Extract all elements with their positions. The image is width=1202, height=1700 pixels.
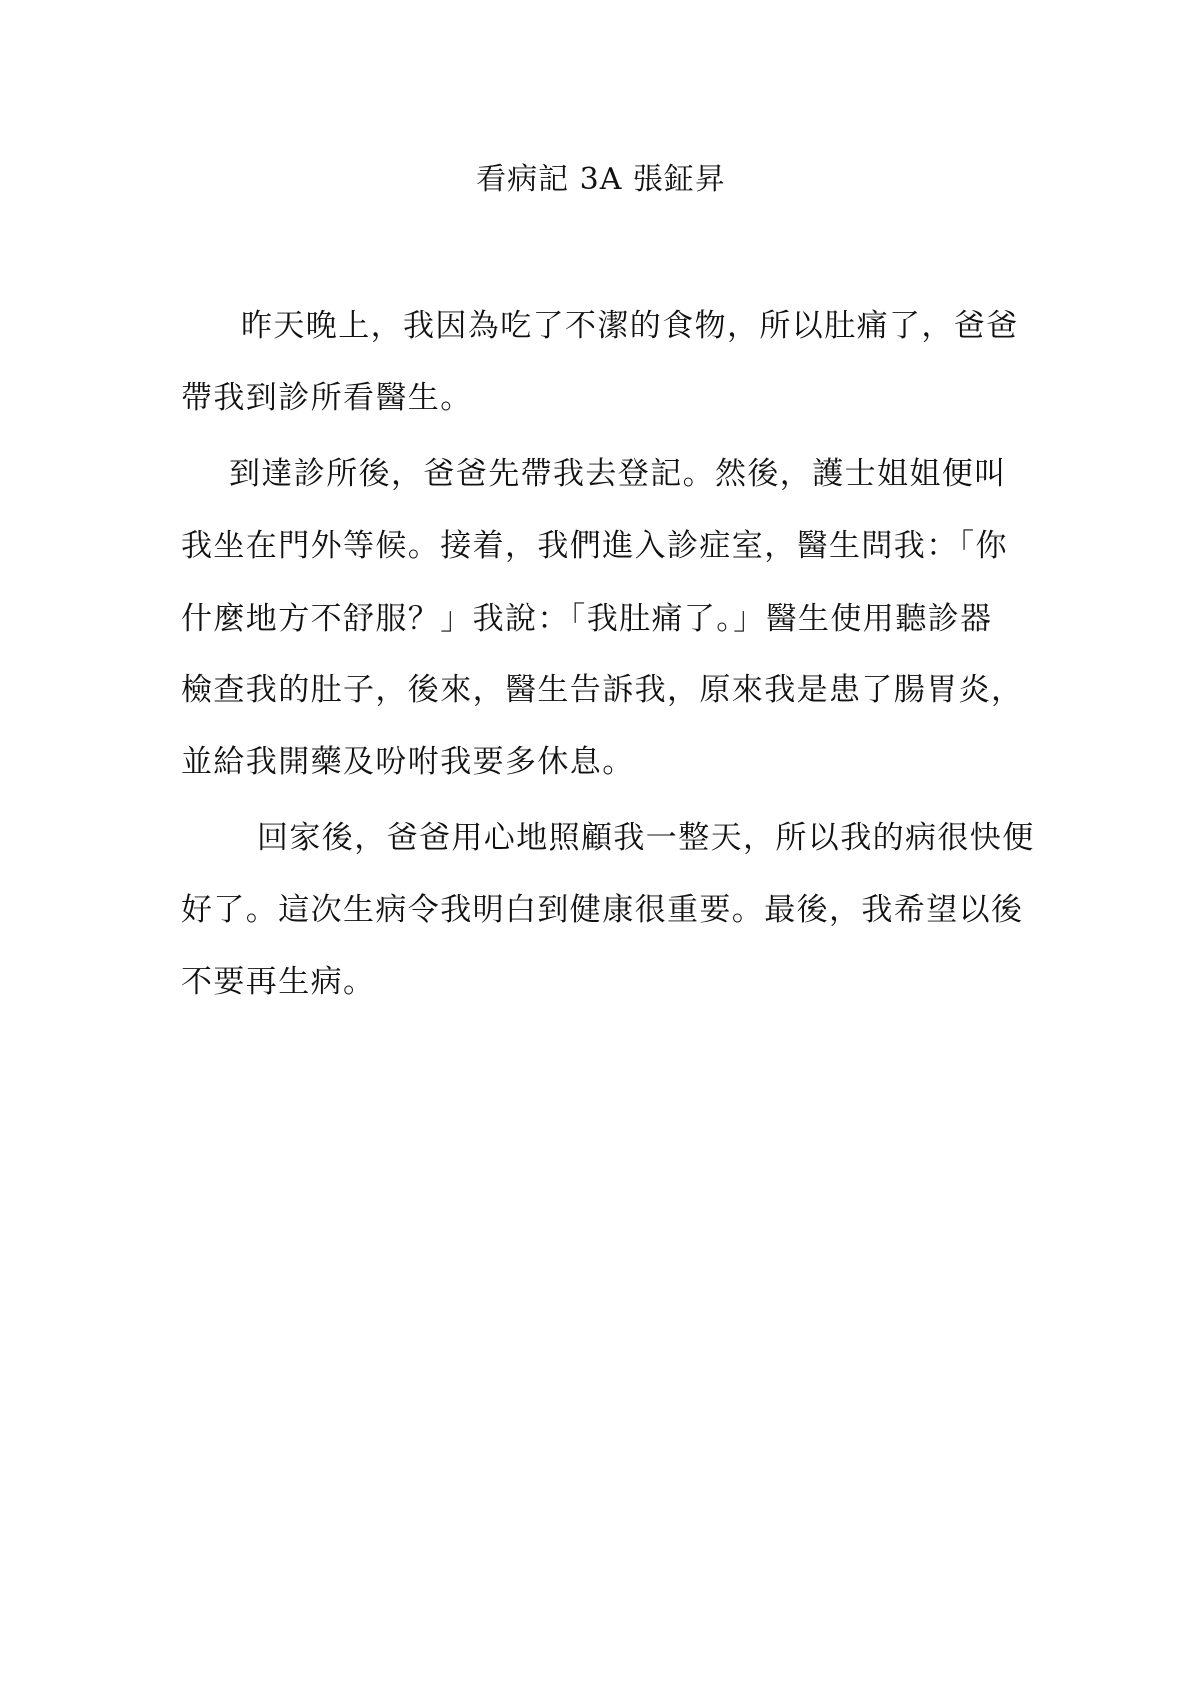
- paragraph-line: 並給我開藥及吩咐我要多休息。: [181, 744, 635, 780]
- paragraph-line: 什麼地方不舒服？」我說：「我肚痛了。」醫生使用聽診器: [181, 601, 993, 637]
- paragraph-line: 帶我到診所看醫生。: [181, 380, 473, 416]
- paragraph-line: 不要再生病。: [181, 964, 376, 1000]
- paragraph-line: 到達診所後，爸爸先帶我去登記。然後，護士姐姐便叫: [229, 456, 1007, 492]
- paragraph-line: 昨天晚上，我因為吃了不潔的食物，所以肚痛了，爸爸: [241, 308, 1019, 344]
- paragraph-line: 我坐在門外等候。接着，我們進入診症室，醫生問我：「你: [181, 528, 1008, 564]
- paragraph-line: 好了。這次生病令我明白到健康很重要。最後，我希望以後: [181, 892, 1024, 928]
- document-title: 看病記 3A 張鉦昇: [476, 162, 726, 197]
- paragraph-line: 回家後，爸爸用心地照顧我一整天，所以我的病很快便: [257, 820, 1035, 856]
- paragraph-line: 檢查我的肚子，後來，醫生告訴我，原來我是患了腸胃炎，: [181, 672, 1024, 708]
